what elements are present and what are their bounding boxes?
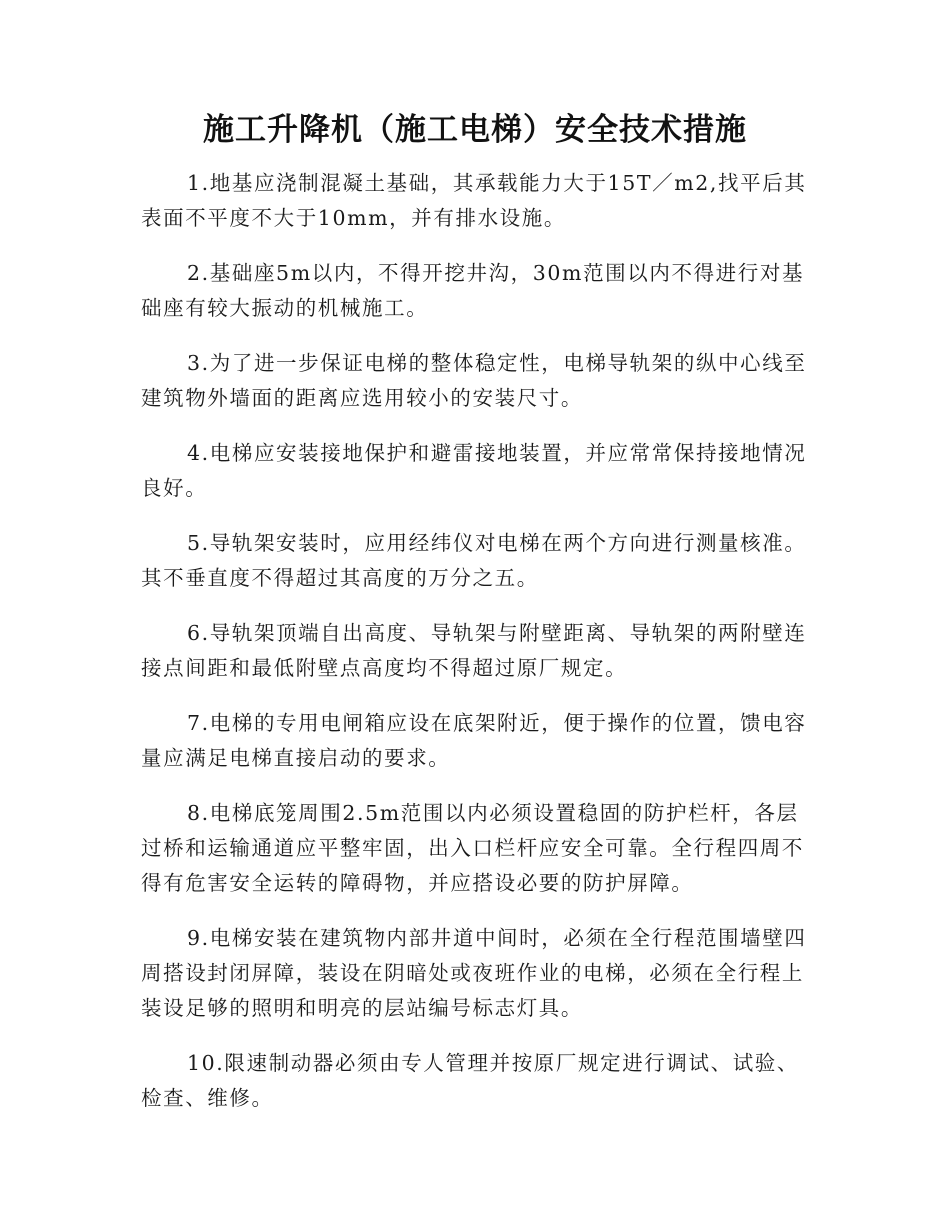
paragraph-7: 7.电梯的专用电闸箱应设在底架附近，便于操作的位置，馈电容量应满足电梯直接启动的要求。 [141, 711, 807, 770]
paragraph-4: 4.电梯应安装接地保护和避雷接地装置，并应常常保持接地情况良好。 [141, 441, 807, 500]
paragraph-9: 9.电梯安装在建筑物内部井道中间时，必须在全行程范围墙壁四周搭设封闭屏障，装设在阴暗处或夜班作业的电梯，必须在全行程上装设足够的照明和明亮的层站编号标志灯具。 [141, 926, 807, 1020]
document-title: 施工升降机（施工电梯）安全技术措施 [203, 112, 747, 148]
paragraph-10: 10.限速制动器必须由专人管理并按原厂规定进行调试、试验、检查、维修。 [141, 1051, 799, 1110]
document-body [141, 166, 807, 1136]
paragraph-1: 1.地基应浇制混凝土基础，其承载能力大于15T／m2,找平后其表面不平度不大于10mm，并有排水设施。 [141, 171, 807, 230]
paragraph-5: 5.导轨架安装时，应用经纬仪对电梯在两个方向进行测量核准。其不垂直度不得超过其高度的万分之五。 [141, 531, 807, 590]
paragraph-2: 2.基础座5m以内，不得开挖井沟，30m范围以内不得进行对基础座有较大振动的机械施工。 [141, 261, 805, 320]
paragraph-3: 3.为了进一步保证电梯的整体稳定性，电梯导轨架的纵中心线至建筑物外墙面的距离应选用较小的安装尺寸。 [141, 351, 807, 410]
paragraph-8: 8.电梯底笼周围2.5m范围以内必须设置稳固的防护栏杆，各层过桥和运输通道应平整牢固，出入口栏杆应安全可靠。全行程四周不得有危害安全运转的障碍物，并应搭设必要的防护屏障。 [141, 801, 804, 895]
paragraph-6: 6.导轨架顶端自出高度、导轨架与附壁距离、导轨架的两附壁连接点间距和最低附壁点高度均不得超过原厂规定。 [141, 621, 807, 680]
